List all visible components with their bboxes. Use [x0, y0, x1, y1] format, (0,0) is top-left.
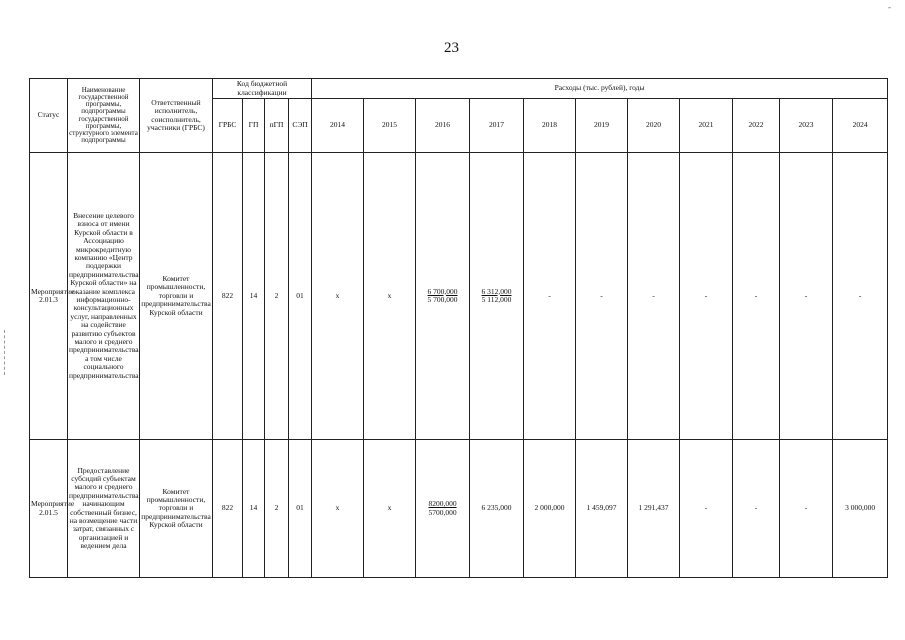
- header-year-2023: 2023: [780, 99, 833, 153]
- cell-2017-old: 6 312,000: [481, 286, 512, 296]
- cell-2016-old: 8200,000: [428, 499, 457, 509]
- cell-2016: [416, 440, 470, 578]
- cell-grbs: 822: [213, 153, 243, 440]
- page-number: 23: [444, 40, 459, 56]
- budget-table: [29, 78, 888, 578]
- header-code-grbs: ГРБС: [213, 99, 243, 153]
- cell-2020: 1 291,437: [628, 440, 680, 578]
- header-row-1: [30, 79, 888, 99]
- cell-2016-old: 6 700,000: [427, 286, 458, 296]
- cell-grbs: 822: [213, 440, 243, 578]
- row-name: Внесение целевого взноса от имени Курской области в Ассоциацию микрокредитную компанию «Центр поддержки предпринимательства Курской области» на оказание комплекса информационно-консультационных услуг, направленных на содействие развитию субъектов малого и среднего предпринимательства, а том числе социального предпринимательства: [68, 153, 140, 440]
- cell-2019: -: [576, 153, 628, 440]
- cell-gp: 14: [243, 440, 265, 578]
- cell-2016-new: 5 700,000: [427, 295, 458, 304]
- table-row: [30, 440, 888, 578]
- cell-2018: -: [524, 153, 576, 440]
- cell-2023: -: [780, 153, 833, 440]
- header-year-2024: 2024: [833, 99, 888, 153]
- cell-2017-new: 5 112,000: [481, 295, 512, 304]
- cell-2022: -: [733, 153, 780, 440]
- cell-2014: x: [312, 153, 364, 440]
- header-code-pgp: пГП: [265, 99, 289, 153]
- row-status: Мероприятие 2.01.3: [30, 153, 68, 440]
- cell-2019: 1 459,097: [576, 440, 628, 578]
- row-responsible: Комитет промышленности, торговли и предпринимательства Курской области: [140, 153, 213, 440]
- margin-mark: [4, 330, 6, 375]
- corner-mark: -: [888, 2, 891, 12]
- row-status: Мероприятие 2.01.5: [30, 440, 68, 578]
- cell-2024: -: [833, 153, 888, 440]
- header-expenses-group: Расходы (тыс. рублей), годы: [312, 79, 888, 99]
- cell-2021: -: [680, 440, 733, 578]
- header-year-2016: 2016: [416, 99, 470, 153]
- cell-2024: 3 000,000: [833, 440, 888, 578]
- header-status: Статус: [30, 79, 68, 153]
- cell-2018: 2 000,000: [524, 440, 576, 578]
- cell-2021: -: [680, 153, 733, 440]
- header-year-2021: 2021: [680, 99, 733, 153]
- cell-2015: x: [364, 440, 416, 578]
- cell-2015: x: [364, 153, 416, 440]
- header-name: Наименование государственной программы, подпрограммы государственной программы, структурного элемента подпрограммы: [68, 79, 140, 153]
- header-code-sep: СЭП: [289, 99, 312, 153]
- header-year-2020: 2020: [628, 99, 680, 153]
- header-year-2014: 2014: [312, 99, 364, 153]
- cell-2016: [416, 153, 470, 440]
- header-code-group: Код бюджетной классификации: [213, 79, 312, 99]
- header-year-2022: 2022: [733, 99, 780, 153]
- cell-2022: -: [733, 440, 780, 578]
- cell-sep: 01: [289, 440, 312, 578]
- header-code-gp: ГП: [243, 99, 265, 153]
- row-name: Предоставление субсидий субъектам малого и среднего предпринимательства, начинающим собственный бизнес, на возмещение части затрат, связанных с организацией и ведением дела: [68, 440, 140, 578]
- table-row: [30, 153, 888, 440]
- header-year-2018: 2018: [524, 99, 576, 153]
- header-year-2019: 2019: [576, 99, 628, 153]
- header-year-2017: 2017: [470, 99, 524, 153]
- cell-2023: -: [780, 440, 833, 578]
- cell-pgp: 2: [265, 153, 289, 440]
- cell-2017: [470, 153, 524, 440]
- cell-2020: -: [628, 153, 680, 440]
- cell-2014: x: [312, 440, 364, 578]
- header-year-2015: 2015: [364, 99, 416, 153]
- cell-pgp: 2: [265, 440, 289, 578]
- cell-2016-new: 5700,000: [428, 507, 457, 517]
- cell-2017: 6 235,000: [470, 440, 524, 578]
- header-responsible: Ответственный исполнитель, соисполнитель, участники (ГРБС): [140, 79, 213, 153]
- cell-gp: 14: [243, 153, 265, 440]
- row-responsible: Комитет промышленности, торговли и предпринимательства Курской области: [140, 440, 213, 578]
- cell-sep: 01: [289, 153, 312, 440]
